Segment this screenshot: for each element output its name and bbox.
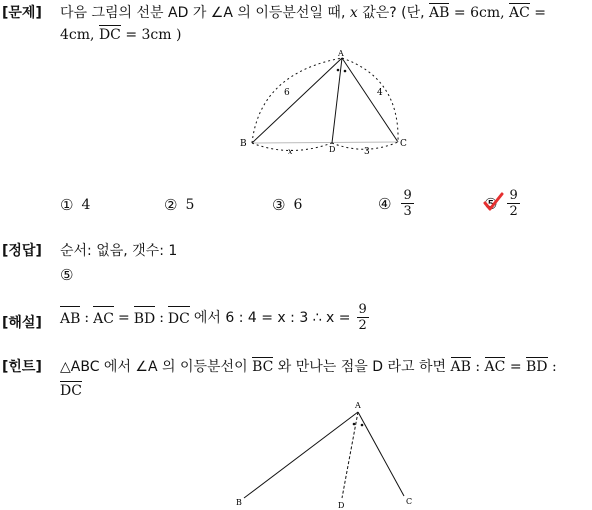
solution-tag: [해설] xyxy=(2,315,42,331)
hint-equals: = xyxy=(509,359,522,375)
hint-line-1 xyxy=(60,356,557,378)
side-bc xyxy=(252,142,398,143)
equals-sign: = xyxy=(534,5,547,21)
figure-triangle-1 xyxy=(230,48,420,158)
fig2-bisector xyxy=(342,412,358,498)
problem-text-1: 다음 그림의 선분 AD 가 ∠A 의 이등분선일 때, xyxy=(60,5,346,21)
sol-text: 에서 6 : 4 = x : 3 ∴ x = xyxy=(193,309,351,326)
sol-colon-1: : xyxy=(84,309,90,326)
sol-equals: = xyxy=(117,309,130,326)
label-dc: 3 xyxy=(364,147,370,157)
vertex-a: A xyxy=(338,49,344,58)
option-5-denominator: 2 xyxy=(509,204,518,219)
fig2-side-ac xyxy=(358,412,404,496)
option-5-number-text: ⑤ xyxy=(484,194,498,213)
sol-segment-dc: DC xyxy=(168,306,190,330)
sol-denominator: 2 xyxy=(358,318,367,333)
hint-segment-ac: AC xyxy=(484,359,506,375)
fig2-vertex-c: C xyxy=(406,497,413,506)
segment-ac: AC xyxy=(509,5,530,21)
vertex-d: D xyxy=(329,145,336,154)
option-1-value: 4 xyxy=(81,197,91,213)
hint-segment-dc: DC xyxy=(60,383,82,399)
option-3-number: ③ xyxy=(272,196,286,214)
hint-colon-1: : xyxy=(475,359,481,375)
fig2-angle-mark-1 xyxy=(353,423,356,426)
angle-mark-2 xyxy=(344,70,347,73)
fig2-angle-mark-2 xyxy=(361,424,364,427)
option-1[interactable] xyxy=(60,196,90,214)
hint-segment-ab: AB xyxy=(450,359,471,375)
option-4-denominator: 3 xyxy=(403,204,412,219)
option-2-number: ② xyxy=(164,196,178,214)
fig2-vertex-a: A xyxy=(355,401,361,410)
label-bd: x xyxy=(288,147,293,156)
hint-colon-2: : xyxy=(551,359,557,375)
sol-segment-ab: AB xyxy=(60,306,80,330)
option-4[interactable] xyxy=(378,188,416,219)
option-5-fraction xyxy=(507,188,519,219)
dc-value: = 3cm ) xyxy=(125,27,182,43)
hint-text-2: 와 만나는 점을 D 라고 하면 xyxy=(277,359,447,375)
segment-ab: AB xyxy=(429,5,450,21)
answer-tag: [정답] xyxy=(2,243,42,259)
ab-value: = 6cm, xyxy=(453,5,505,21)
option-5-numerator: 9 xyxy=(509,188,518,203)
check-icon xyxy=(482,191,504,213)
option-1-number: ① xyxy=(60,196,74,214)
ac-value: 4cm, xyxy=(60,27,95,43)
option-5[interactable] xyxy=(484,188,522,219)
fig2-side-ab xyxy=(244,412,358,498)
hint-tag: [힌트] xyxy=(2,359,42,375)
solution-line xyxy=(60,302,371,333)
option-5-number xyxy=(484,195,497,213)
hint-segment-bc: BC xyxy=(252,359,274,375)
figure-triangle-2 xyxy=(230,398,420,510)
hint-text-1: △ABC 에서 ∠A 의 이등분선이 xyxy=(60,359,248,375)
sol-fraction xyxy=(357,302,369,333)
hint-line-2 xyxy=(60,380,82,402)
segment-dc: DC xyxy=(98,27,121,43)
fig2-vertex-d: D xyxy=(338,501,345,510)
option-4-numerator: 9 xyxy=(403,188,412,203)
sol-segment-bd: BD xyxy=(134,306,156,330)
answer-line-2: ⑤ xyxy=(60,266,74,284)
option-2[interactable] xyxy=(164,196,194,214)
sol-segment-ac: AC xyxy=(93,306,114,330)
problem-line-2 xyxy=(60,24,181,46)
problem-tag: [문제] xyxy=(2,5,42,21)
problem-line-1 xyxy=(60,2,546,24)
label-ab: 6 xyxy=(284,88,290,98)
option-4-number: ④ xyxy=(378,194,392,213)
sol-numerator: 9 xyxy=(358,302,367,317)
option-3[interactable] xyxy=(272,196,302,214)
hint-segment-bd: BD xyxy=(526,359,548,375)
option-3-value: 6 xyxy=(293,197,303,213)
vertex-b: B xyxy=(240,139,247,149)
sol-colon-2: : xyxy=(159,309,164,326)
side-ab xyxy=(252,58,342,143)
fig2-vertex-b: B xyxy=(236,498,242,507)
answer-line-1: 순서: 없음, 갯수: 1 xyxy=(60,243,178,259)
option-2-value: 5 xyxy=(185,197,195,213)
label-ac: 4 xyxy=(377,88,383,98)
var-x: x xyxy=(349,5,358,21)
angle-mark-1 xyxy=(337,69,340,72)
option-4-fraction xyxy=(401,188,413,219)
side-ac xyxy=(342,58,398,142)
vertex-c: C xyxy=(400,139,407,149)
problem-text-2: 값은? (단, xyxy=(362,5,425,21)
